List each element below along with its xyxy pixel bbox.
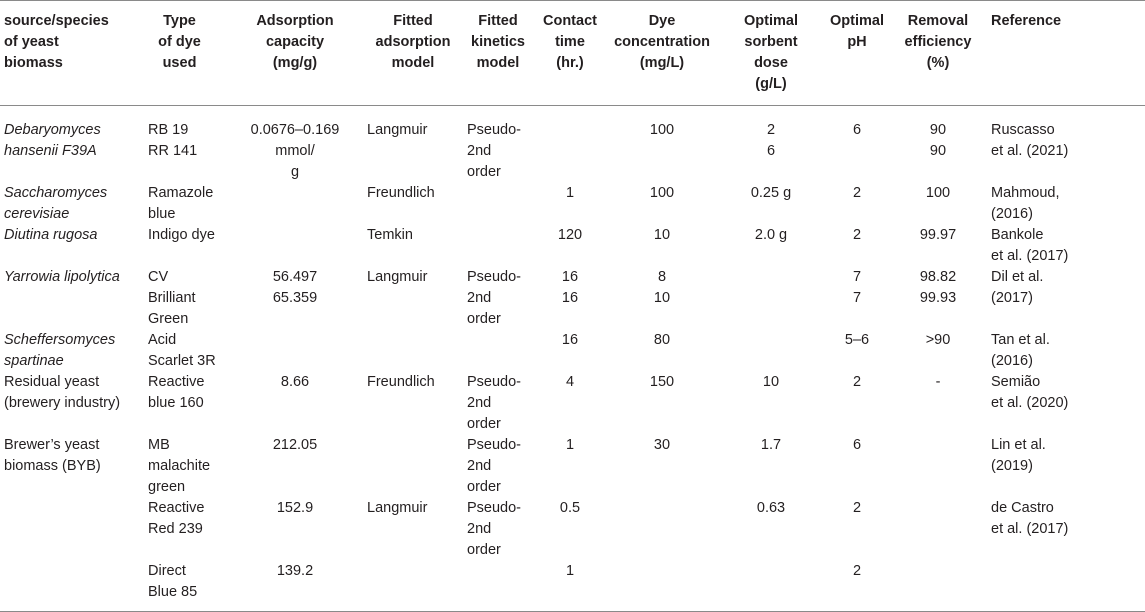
dye-concentration-cell: [607, 372, 717, 435]
header-text: (mg/g): [272, 55, 318, 71]
cell-text: 99.93: [919, 290, 957, 306]
cell-text: Direct: [148, 563, 186, 579]
cell-text: biomass (BYB): [4, 458, 101, 474]
cell-text: Tan et al.: [991, 332, 1050, 348]
cell-text: Lin et al.: [991, 437, 1046, 453]
table-row: [0, 106, 1145, 184]
capacity-cell: [227, 330, 363, 372]
source-cell: [0, 183, 132, 225]
removal-efficiency-cell: [889, 435, 987, 498]
dye-type-cell: [132, 183, 227, 225]
table-body: [0, 106, 1145, 612]
cell-text: Green: [148, 311, 189, 327]
cell-text: Blue 85: [148, 584, 198, 600]
cell-text: 4: [565, 374, 575, 390]
cell-text: blue 160: [148, 395, 204, 411]
reference-cell: [987, 372, 1145, 435]
cell-text: Saccharomyces: [4, 185, 108, 201]
cell-text: 80: [653, 332, 671, 348]
adsorption-model-cell: [363, 106, 463, 184]
cell-text: malachite: [148, 458, 211, 474]
header-text: Fitted: [478, 13, 518, 29]
cell-text: 2: [852, 227, 862, 243]
header-row: [0, 1, 1145, 106]
cell-text: Freundlich: [367, 374, 435, 390]
cell-text: 5–6: [844, 332, 870, 348]
cell-text: Langmuir: [367, 269, 428, 285]
capacity-cell: [227, 372, 363, 435]
adsorption-model-cell: [363, 561, 463, 612]
kinetics-model-cell: [463, 435, 533, 498]
cell-text: -: [935, 374, 941, 390]
cell-text: Langmuir: [367, 122, 428, 138]
capacity-header: [227, 1, 363, 106]
cell-text: Scheffersomyces: [4, 332, 116, 348]
cell-text: (2016): [991, 206, 1033, 222]
source-cell: [0, 267, 132, 330]
cell-text: RB 19: [148, 122, 189, 138]
sorbent-dose-cell: [717, 225, 825, 267]
cell-text: order: [467, 479, 501, 495]
cell-text: Freundlich: [367, 185, 435, 201]
sorbent-dose-cell: [717, 183, 825, 225]
cell-text: 139.2: [276, 563, 314, 579]
header-text: Removal: [907, 13, 969, 29]
header-text: concentration: [614, 34, 710, 50]
cell-text: 7: [852, 269, 862, 285]
cell-text: 16: [561, 269, 579, 285]
cell-text: Pseudo-: [467, 374, 522, 390]
reference-cell: [987, 435, 1145, 498]
removal-efficiency-cell: [889, 330, 987, 372]
cell-text: Pseudo-: [467, 269, 522, 285]
cell-text: 65.359: [272, 290, 318, 306]
dye-type-cell: [132, 267, 227, 330]
sorbent-dose-header: [717, 1, 825, 106]
header-text: Optimal: [744, 13, 798, 29]
header-text: used: [162, 55, 197, 71]
table-row: [0, 435, 1145, 498]
header-text: dose: [754, 55, 788, 71]
header-text: (mg/L): [639, 55, 685, 71]
cell-text: order: [467, 416, 501, 432]
dye-type-cell: [132, 498, 227, 561]
cell-text: Mahmoud,: [991, 185, 1060, 201]
dye-concentration-cell: [607, 330, 717, 372]
ph-cell: [825, 106, 889, 184]
cell-text: Diutina rugosa: [4, 227, 98, 243]
cell-text: Yarrowia lipolytica: [4, 269, 120, 285]
removal-efficiency-cell: [889, 561, 987, 612]
removal-efficiency-cell: [889, 183, 987, 225]
contact-time-cell: [533, 330, 607, 372]
contact-time-cell: [533, 435, 607, 498]
dye-concentration-cell: [607, 183, 717, 225]
cell-text: 56.497: [272, 269, 318, 285]
cell-text: (brewery industry): [4, 395, 121, 411]
ph-cell: [825, 330, 889, 372]
table-row: [0, 561, 1145, 612]
kinetics-model-cell: [463, 267, 533, 330]
sorbent-dose-cell: [717, 498, 825, 561]
dye-type-cell: [132, 225, 227, 267]
cell-text: order: [467, 164, 501, 180]
source-cell: [0, 106, 132, 184]
header-text: (g/L): [755, 76, 787, 92]
ph-cell: [825, 183, 889, 225]
reference-cell: [987, 330, 1145, 372]
cell-text: (2016): [991, 353, 1033, 369]
header-text: Fitted: [393, 13, 433, 29]
cell-text: 2.0 g: [754, 227, 788, 243]
contact-time-cell: [533, 372, 607, 435]
kinetics-model-cell: [463, 330, 533, 372]
dye-type-cell: [132, 561, 227, 612]
table-row: [0, 372, 1145, 435]
cell-text: (2019): [991, 458, 1033, 474]
dye-type-header: [132, 1, 227, 106]
reference-cell: [987, 498, 1145, 561]
header-text: (%): [926, 55, 950, 71]
kinetics-model-header: [463, 1, 533, 106]
source-cell: [0, 372, 132, 435]
kinetics-model-cell: [463, 225, 533, 267]
cell-text: RR 141: [148, 143, 198, 159]
ph-cell: [825, 498, 889, 561]
cell-text: 2nd: [467, 290, 492, 306]
table-row: [0, 183, 1145, 225]
cell-text: 90: [929, 122, 947, 138]
header-text: of dye: [158, 34, 201, 50]
cell-text: 1.7: [760, 437, 782, 453]
dye-type-cell: [132, 330, 227, 372]
header-text: sorbent: [744, 34, 798, 50]
header-text: efficiency: [904, 34, 972, 50]
table-row: [0, 330, 1145, 372]
contact-time-cell: [533, 561, 607, 612]
reference-header: [987, 1, 1145, 106]
cell-text: 2nd: [467, 143, 492, 159]
cell-text: Scarlet 3R: [148, 353, 216, 369]
capacity-cell: [227, 106, 363, 184]
cell-text: Temkin: [367, 227, 413, 243]
sorbent-dose-cell: [717, 372, 825, 435]
cell-text: 30: [653, 437, 671, 453]
kinetics-model-cell: [463, 498, 533, 561]
cell-text: Ruscasso: [991, 122, 1055, 138]
cell-text: Pseudo-: [467, 122, 522, 138]
cell-text: green: [148, 479, 186, 495]
capacity-cell: [227, 561, 363, 612]
cell-text: et al. (2021): [991, 143, 1069, 159]
cell-text: g: [290, 164, 300, 180]
cell-text: Residual yeast: [4, 374, 100, 390]
source-cell: [0, 498, 132, 561]
cell-text: Red 239: [148, 521, 203, 537]
cell-text: 2: [852, 563, 862, 579]
cell-text: 10: [762, 374, 780, 390]
cell-text: 2: [766, 122, 776, 138]
capacity-cell: [227, 183, 363, 225]
cell-text: Brilliant: [148, 290, 196, 306]
ph-header: [825, 1, 889, 106]
removal-efficiency-cell: [889, 498, 987, 561]
cell-text: 100: [925, 185, 951, 201]
kinetics-model-cell: [463, 183, 533, 225]
contact-time-cell: [533, 267, 607, 330]
adsorption-model-cell: [363, 225, 463, 267]
cell-text: et al. (2017): [991, 248, 1069, 264]
cell-text: Ramazole: [148, 185, 214, 201]
cell-text: order: [467, 542, 501, 558]
header-text: adsorption: [375, 34, 451, 50]
adsorption-model-header: [363, 1, 463, 106]
cell-text: Acid: [148, 332, 177, 348]
adsorption-model-cell: [363, 435, 463, 498]
capacity-cell: [227, 435, 363, 498]
cell-text: Pseudo-: [467, 500, 522, 516]
cell-text: de Castro: [991, 500, 1054, 516]
reference-cell: [987, 183, 1145, 225]
cell-text: 0.25 g: [750, 185, 792, 201]
cell-text: 2: [852, 374, 862, 390]
cell-text: 10: [653, 227, 671, 243]
adsorption-model-cell: [363, 372, 463, 435]
header-text: pH: [847, 34, 867, 50]
cell-text: Bankole: [991, 227, 1044, 243]
header-text: of yeast: [4, 34, 59, 50]
capacity-cell: [227, 267, 363, 330]
cell-text: 120: [557, 227, 583, 243]
removal-efficiency-cell: [889, 106, 987, 184]
cell-text: 2nd: [467, 395, 492, 411]
cell-text: CV: [148, 269, 169, 285]
cell-text: 8: [657, 269, 667, 285]
table-row: [0, 225, 1145, 267]
cell-text: blue: [148, 206, 176, 222]
table-row: [0, 498, 1145, 561]
cell-text: 6: [852, 437, 862, 453]
cell-text: 6: [852, 122, 862, 138]
source-cell: [0, 330, 132, 372]
dye-concentration-cell: [607, 106, 717, 184]
sorbent-dose-cell: [717, 267, 825, 330]
reference-cell: [987, 267, 1145, 330]
cell-text: 2: [852, 185, 862, 201]
cell-text: Langmuir: [367, 500, 428, 516]
cell-text: 0.0676–0.169 mmol/: [250, 122, 340, 159]
contact-time-cell: [533, 498, 607, 561]
adsorption-model-cell: [363, 267, 463, 330]
kinetics-model-cell: [463, 372, 533, 435]
removal-efficiency-cell: [889, 225, 987, 267]
cell-text: 10: [653, 290, 671, 306]
table-row: [0, 267, 1145, 330]
adsorption-model-cell: [363, 183, 463, 225]
sorbent-dose-cell: [717, 330, 825, 372]
removal-efficiency-cell: [889, 372, 987, 435]
removal-efficiency-cell: [889, 267, 987, 330]
dye-type-cell: [132, 106, 227, 184]
cell-text: >90: [925, 332, 951, 348]
cell-text: 0.63: [756, 500, 786, 516]
sorbent-dose-cell: [717, 106, 825, 184]
cell-text: Brewer’s yeast: [4, 437, 100, 453]
removal-efficiency-header: [889, 1, 987, 106]
cell-text: 99.97: [919, 227, 957, 243]
header-text: Optimal: [830, 13, 884, 29]
reference-cell: [987, 561, 1145, 612]
header-text: model: [476, 55, 520, 71]
dye-concentration-cell: [607, 435, 717, 498]
cell-text: 6: [766, 143, 776, 159]
contact-time-cell: [533, 106, 607, 184]
contact-time-cell: [533, 225, 607, 267]
cell-text: (2017): [991, 290, 1033, 306]
dye-type-cell: [132, 435, 227, 498]
cell-text: 1: [565, 437, 575, 453]
cell-text: 212.05: [272, 437, 318, 453]
header-text: biomass: [4, 55, 63, 71]
cell-text: Pseudo-: [467, 437, 522, 453]
cell-text: Reactive: [148, 374, 205, 390]
source-cell: [0, 561, 132, 612]
cell-text: cerevisiae: [4, 206, 70, 222]
dye-concentration-cell: [607, 225, 717, 267]
cell-text: order: [467, 311, 501, 327]
cell-text: spartinae: [4, 353, 64, 369]
cell-text: 100: [649, 185, 675, 201]
kinetics-model-cell: [463, 561, 533, 612]
source-header: [0, 1, 132, 106]
header-text: model: [391, 55, 435, 71]
reference-cell: [987, 225, 1145, 267]
ph-cell: [825, 267, 889, 330]
header-text: Dye: [648, 13, 676, 29]
cell-text: MB: [148, 437, 170, 453]
ph-cell: [825, 372, 889, 435]
cell-text: 2nd: [467, 458, 492, 474]
source-cell: [0, 435, 132, 498]
source-cell: [0, 225, 132, 267]
dye-concentration-cell: [607, 267, 717, 330]
header-text: Contact: [543, 13, 597, 29]
cell-text: 1: [565, 563, 575, 579]
cell-text: 98.82: [919, 269, 957, 285]
header-text: source/species: [4, 13, 109, 29]
contact-time-cell: [533, 183, 607, 225]
header-text: kinetics: [471, 34, 525, 50]
dye-concentration-cell: [607, 498, 717, 561]
header-text: Adsorption: [256, 13, 334, 29]
ph-cell: [825, 561, 889, 612]
dye-concentration-cell: [607, 561, 717, 612]
cell-text: 16: [561, 332, 579, 348]
header-text: capacity: [265, 34, 325, 50]
sorbent-dose-cell: [717, 435, 825, 498]
cell-text: Semião: [991, 374, 1041, 390]
cell-text: et al. (2017): [991, 521, 1069, 537]
cell-text: et al. (2020): [991, 395, 1069, 411]
adsorption-model-cell: [363, 330, 463, 372]
cell-text: 0.5: [559, 500, 581, 516]
ph-cell: [825, 435, 889, 498]
dye-type-cell: [132, 372, 227, 435]
cell-text: 1: [565, 185, 575, 201]
header-text: time: [555, 34, 585, 50]
capacity-cell: [227, 498, 363, 561]
reference-cell: [987, 106, 1145, 184]
cell-text: 90: [929, 143, 947, 159]
sorbent-dose-cell: [717, 561, 825, 612]
cell-text: Dil et al.: [991, 269, 1044, 285]
header-text: Reference: [991, 13, 1062, 29]
cell-text: Indigo dye: [148, 227, 215, 243]
cell-text: 8.66: [280, 374, 310, 390]
cell-text: 150: [649, 374, 675, 390]
cell-text: 2: [852, 500, 862, 516]
capacity-cell: [227, 225, 363, 267]
header-text: Type: [163, 13, 196, 29]
cell-text: 16: [561, 290, 579, 306]
contact-time-header: [533, 1, 607, 106]
cell-text: 7: [852, 290, 862, 306]
ph-cell: [825, 225, 889, 267]
cell-text: 100: [649, 122, 675, 138]
cell-text: 152.9: [276, 500, 314, 516]
cell-text: hansenii F39A: [4, 143, 97, 159]
header-text: (hr.): [556, 55, 584, 71]
cell-text: Reactive: [148, 500, 205, 516]
dye-concentration-header: [607, 1, 717, 106]
adsorption-model-cell: [363, 498, 463, 561]
kinetics-model-cell: [463, 106, 533, 184]
cell-text: Debaryomyces: [4, 122, 101, 138]
cell-text: 2nd: [467, 521, 492, 537]
